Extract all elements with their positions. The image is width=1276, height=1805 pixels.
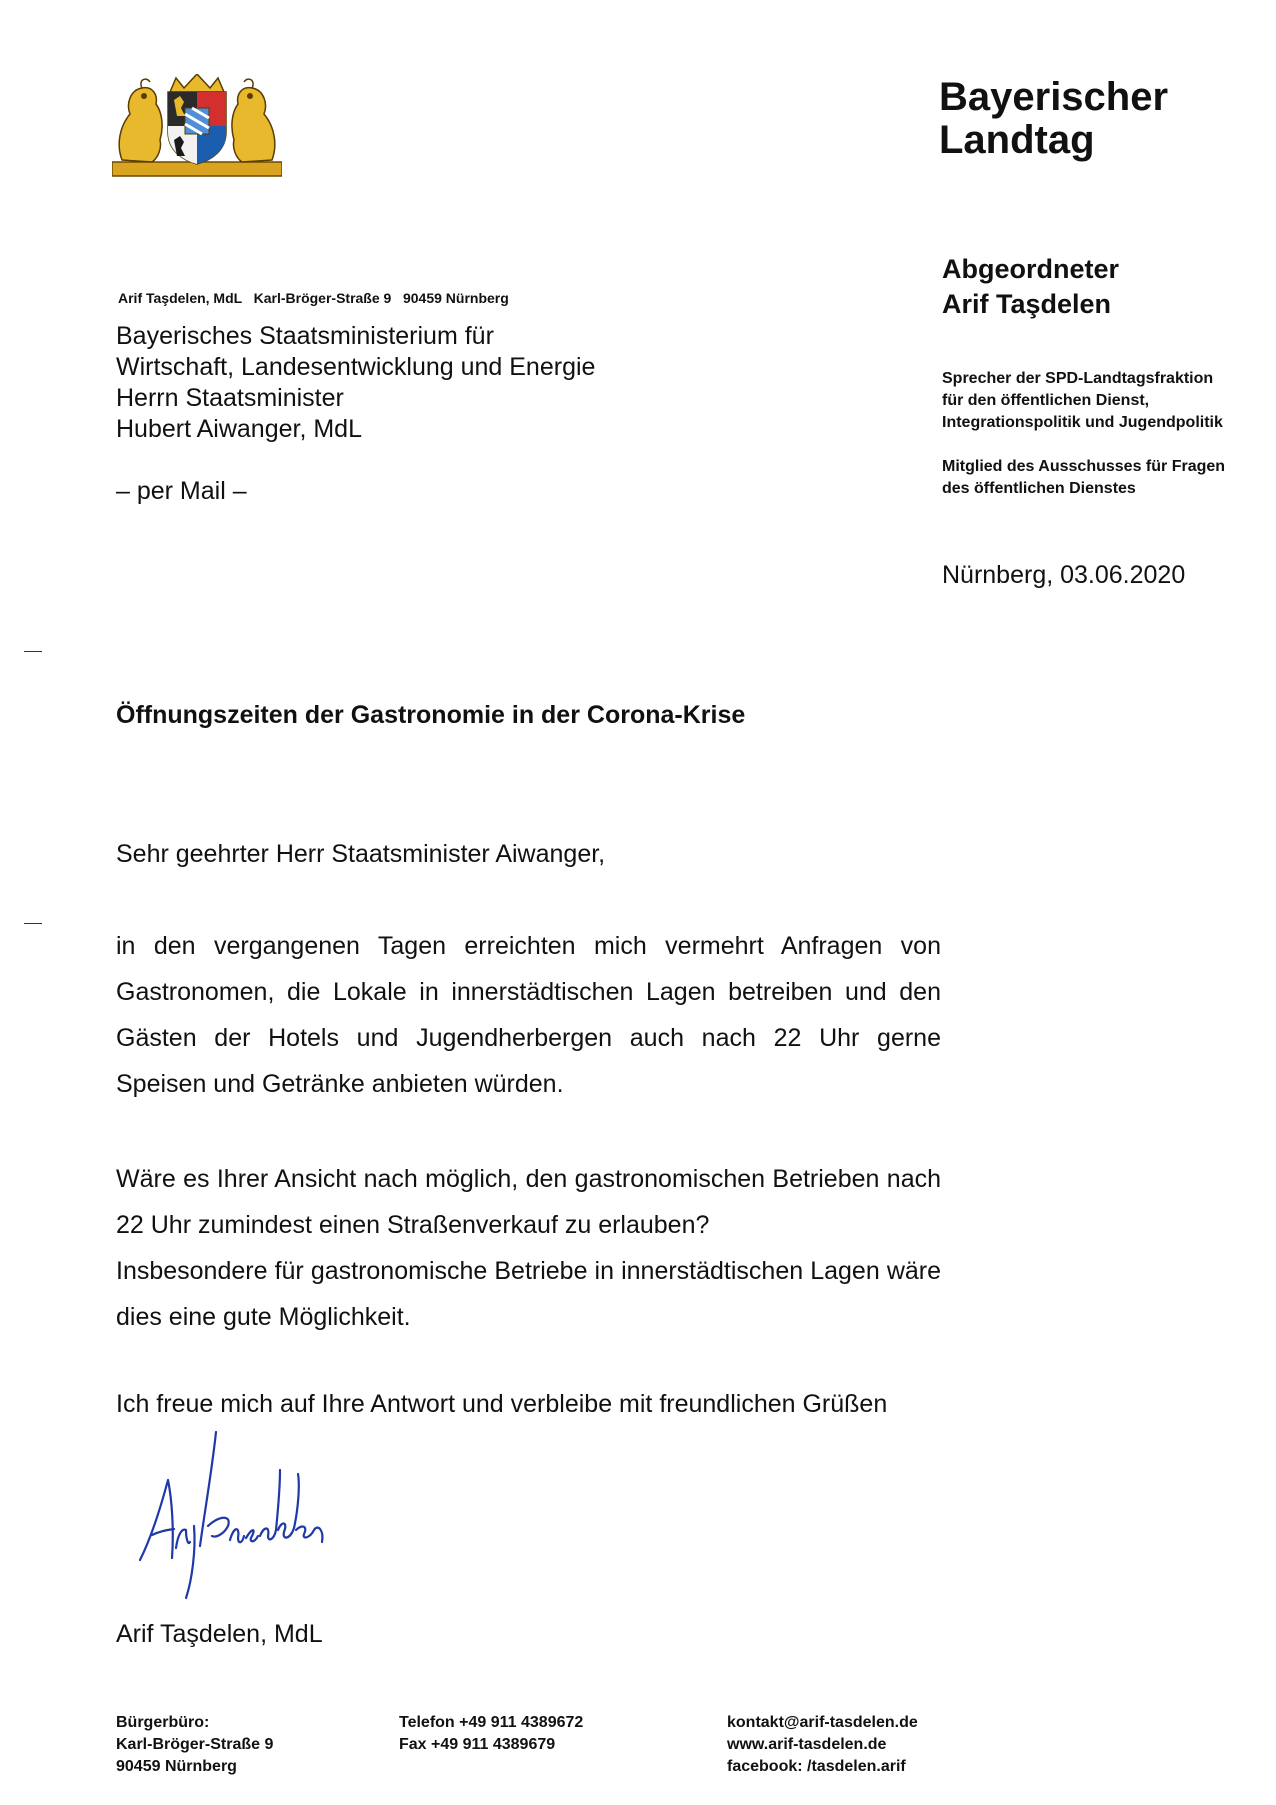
body-paragraph-1 [116,923,941,1107]
mp-role-line-2: für den öffentlichen Dienst, [942,392,1150,409]
recipient-line-4: Hubert Aiwanger, MdL [116,415,362,443]
body-paragraph-1-text: in den vergangenen Tagen erreichten mich vermehrt Anfragen von Gastronomen, die Lokale in innerstädtischen Lagen betreiben und den Gästen der Hotels und Jugendherbergen auch nach 22 Uhr gerne Speisen und Getränke anbieten würden. [116,932,941,1098]
body-paragraph-2 [116,1156,941,1340]
handwritten-signature [128,1430,338,1605]
salutation: Sehr geehrter Herr Staatsminister Aiwanger, [116,840,606,868]
body-paragraph-2a-text: Wäre es Ihrer Ansicht nach möglich, den gastronomischen Betrieben nach 22 Uhr zumindest einen Straßenverkauf zu erlauben? [116,1165,941,1239]
mp-title-line-2: Arif Taşdelen [942,289,1112,319]
landtag-line-2: Landtag [939,118,1095,162]
footer-office [116,1712,273,1778]
sender-return-address: Arif Taşdelen, MdL Karl-Bröger-Straße 9 90459 Nürnberg [118,290,509,306]
mp-title-line-1: Abgeordneter [942,254,1120,284]
bavarian-coat-of-arms-icon [112,74,282,178]
landtag-line-1: Bayerischer [939,75,1169,119]
footer-office-line-2: Karl-Bröger-Straße 9 [116,1736,274,1753]
mp-role [942,368,1223,434]
recipient-line-1: Bayerisches Staatsministerium für [116,322,494,350]
fold-mark-punch [24,923,42,924]
mp-role-line-1: Sprecher der SPD-Landtagsfraktion [942,370,1214,387]
recipient-address [116,321,595,445]
letter-subject: Öffnungszeiten der Gastronomie in der Corona-Krise [116,701,746,729]
footer-facebook[interactable]: facebook: /tasdelen.arif [727,1758,906,1775]
mp-role-line-3: Integrationspolitik und Jugendpolitik [942,414,1223,431]
recipient-line-3: Herrn Staatsminister [116,384,344,412]
footer-email[interactable]: kontakt@arif-tasdelen.de [727,1714,918,1731]
closing: Ich freue mich auf Ihre Antwort und verbleibe mit freundlichen Grüßen [116,1390,888,1418]
mp-committee [942,456,1225,500]
signer-name: Arif Taşdelen, MdL [116,1620,323,1648]
landtag-wordmark [939,76,1168,162]
mp-committee-line-2: des öffentlichen Dienstes [942,480,1136,497]
footer-fax-line: Fax +49 911 4389679 [399,1736,556,1753]
footer-office-line-1: Bürgerbüro: [116,1714,210,1731]
footer-contact [727,1712,918,1778]
fold-mark-top [24,651,42,652]
mp-committee-line-1: Mitglied des Ausschusses für Fragen [942,458,1226,475]
footer-office-line-3: 90459 Nürnberg [116,1758,237,1775]
body-paragraph-2b-text: Insbesondere für gastronomische Betriebe in innerstädtischen Lagen wäre dies eine gute Möglichkeit. [116,1257,941,1331]
recipient-line-2: Wirtschaft, Landesentwicklung und Energie [116,353,596,381]
footer-website[interactable]: www.arif-tasdelen.de [727,1736,887,1753]
footer-phone [399,1712,583,1756]
delivery-note: – per Mail – [116,477,247,505]
mp-title [942,252,1119,322]
footer-phone-line: Telefon +49 911 4389672 [399,1714,584,1731]
place-date: Nürnberg, 03.06.2020 [942,561,1186,589]
